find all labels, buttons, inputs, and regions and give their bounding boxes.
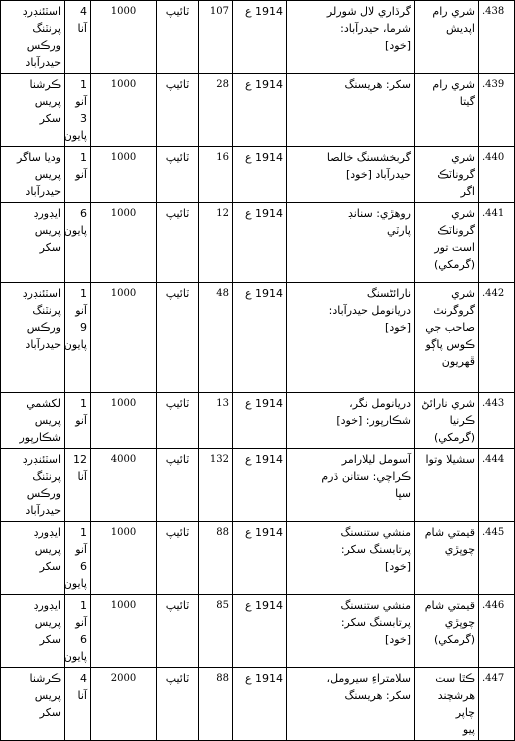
- entry-number-cell: .446: [479, 595, 515, 668]
- press-cell: [1, 283, 65, 393]
- price-cell-line: 1 آنو 6: [75, 526, 87, 573]
- title-cell-line: گروگرنٿ: [433, 304, 475, 317]
- print-run-cell: 1000: [91, 1, 157, 74]
- print-run-cell: 1000: [91, 595, 157, 668]
- print-run-cell: 1000: [91, 522, 157, 595]
- year-cell: 1914 ع: [233, 522, 287, 595]
- title-cell-line: ڦهريون: [441, 355, 475, 368]
- press-cell: [1, 1, 65, 74]
- author-publisher-cell-line: [خود]: [385, 633, 411, 646]
- price-cell: [65, 522, 91, 595]
- title-cell: [415, 74, 479, 147]
- author-publisher-cell-line: [خود]: [385, 321, 411, 334]
- table-row: [1, 449, 515, 522]
- price-cell-line: 4 آنا: [77, 672, 87, 702]
- title-cell-line: گروناٽڪ: [437, 224, 475, 237]
- pages-cell: 132: [199, 449, 233, 522]
- year-cell: 1914 ع: [233, 449, 287, 522]
- press-cell-line: سکر: [39, 112, 61, 125]
- press-cell-line: اسٽئنڊرڊ: [22, 5, 61, 18]
- press-cell-line: وديا ساگر پريس: [17, 151, 61, 181]
- title-cell: [415, 668, 479, 741]
- author-publisher-cell: [287, 203, 415, 283]
- title-cell-line: شري: [451, 207, 475, 220]
- price-cell: [65, 74, 91, 147]
- price-cell-line: 12 آنا: [73, 453, 87, 483]
- year-cell: 1914 ع: [233, 203, 287, 283]
- author-publisher-cell-line: نارائڻسنگ: [366, 287, 411, 300]
- author-publisher-cell: [287, 522, 415, 595]
- pages-cell: 88: [199, 522, 233, 595]
- title-cell-line: است تور: [434, 241, 475, 254]
- price-cell: [65, 1, 91, 74]
- press-cell-line: سکر: [39, 560, 61, 573]
- press-cell-line: سکر: [39, 241, 61, 254]
- title-cell: [415, 522, 479, 595]
- title-cell-line: شري: [451, 151, 475, 164]
- author-publisher-cell: [287, 595, 415, 668]
- title-cell-line: (گرمکي): [433, 258, 475, 271]
- table-row: [1, 203, 515, 283]
- price-cell: [65, 393, 91, 449]
- press-cell: [1, 449, 65, 522]
- price-cell-line: 1 آنو 6: [75, 599, 87, 646]
- price-cell-line: 4 آنا: [77, 5, 87, 35]
- year-cell: 1914 ع: [233, 668, 287, 741]
- entry-number-cell: .443: [479, 393, 515, 449]
- title-cell-line: شري رام: [432, 78, 475, 91]
- price-cell-line: 1 آنو 9: [75, 287, 87, 334]
- pages-cell: 13: [199, 393, 233, 449]
- table-row: [1, 74, 515, 147]
- title-cell-line: اگر: [460, 185, 475, 198]
- entry-number-cell: .442: [479, 283, 515, 393]
- press-cell: [1, 74, 65, 147]
- price-cell-line: پايون: [63, 577, 87, 590]
- press-cell-line: حيدرآباد: [25, 56, 61, 69]
- press-cell: [1, 147, 65, 203]
- table-body: [1, 1, 515, 741]
- title-cell-line: (گرمکي): [433, 431, 475, 444]
- press-cell: [1, 522, 65, 595]
- type-cell: ٽائيپ: [157, 595, 199, 668]
- entry-number-cell: .439: [479, 74, 515, 147]
- author-publisher-cell-line: [خود]: [385, 560, 411, 573]
- title-cell-line: قيمتي شام: [424, 599, 475, 612]
- price-cell-line: 1 آنو 3: [75, 78, 87, 125]
- author-publisher-cell-line: منشي ستنسنگ: [340, 599, 411, 612]
- press-cell: [1, 393, 65, 449]
- press-cell-line: ايڊورڊ پريس: [33, 526, 61, 556]
- title-cell-line: گروناٽڪ: [437, 168, 475, 181]
- author-publisher-cell-line: گربخشسنگ خالصا: [326, 151, 411, 164]
- author-publisher-cell-line: سڀا: [395, 487, 411, 500]
- pages-cell: 16: [199, 147, 233, 203]
- type-cell: ٽائيپ: [157, 283, 199, 393]
- title-cell: [415, 449, 479, 522]
- title-cell-line: هرشچند چاپر: [437, 689, 475, 719]
- author-publisher-cell-line: سکر: هريسنگ: [344, 78, 411, 91]
- title-cell-line: چوپڙي: [444, 616, 475, 629]
- title-cell-line: سشيلا وتوا: [425, 453, 475, 466]
- pages-cell: 85: [199, 595, 233, 668]
- author-publisher-cell: [287, 449, 415, 522]
- author-publisher-cell: [287, 393, 415, 449]
- type-cell: ٽائيپ: [157, 1, 199, 74]
- title-cell: [415, 203, 479, 283]
- press-cell-line: ايڊورڊ پريس: [33, 599, 61, 629]
- author-publisher-cell-line: پرتابسنگ سکر:: [340, 616, 411, 629]
- table-row: [1, 522, 515, 595]
- year-cell: 1914 ع: [233, 595, 287, 668]
- type-cell: ٽائيپ: [157, 393, 199, 449]
- entry-number-cell: .445: [479, 522, 515, 595]
- price-cell-line: 1 آنو: [75, 151, 87, 181]
- author-publisher-cell-line: [خود]: [385, 39, 411, 52]
- table-row: [1, 1, 515, 74]
- author-publisher-cell-line: دريانومل نگر،: [349, 397, 411, 410]
- entry-number-cell: .438: [479, 1, 515, 74]
- press-cell-line: ڪرشنا پريس: [29, 78, 61, 108]
- type-cell: ٽائيپ: [157, 668, 199, 741]
- title-cell-line: (گرمکي): [433, 633, 475, 646]
- print-run-cell: 1000: [91, 203, 157, 283]
- title-cell-line: قيمتي شام: [424, 526, 475, 539]
- press-cell-line: ايڊورڊ پريس: [33, 207, 61, 237]
- year-cell: 1914 ع: [233, 393, 287, 449]
- author-publisher-cell-line: پارٽي: [387, 224, 411, 237]
- year-cell: 1914 ع: [233, 74, 287, 147]
- print-run-cell: 1000: [91, 74, 157, 147]
- press-cell-line: لکشمي پريس: [26, 397, 61, 427]
- press-cell-line: ڪرشنا پريس: [29, 672, 61, 702]
- table-row: [1, 147, 515, 203]
- type-cell: ٽائيپ: [157, 147, 199, 203]
- author-publisher-cell-line: گرڌاري لال شورلر: [326, 5, 411, 18]
- press-cell-line: پرنٽنگ ورڪس: [26, 304, 61, 334]
- author-publisher-cell-line: سلامتراءِ سيرومل،: [326, 672, 411, 685]
- price-cell-line: پايون: [63, 650, 87, 663]
- press-cell-line: حيدرآباد: [25, 185, 61, 198]
- press-cell-line: پرنٽنگ ورڪس: [26, 470, 61, 500]
- press-cell-line: اسٽئنڊرڊ: [22, 453, 61, 466]
- title-cell-line: ڪوس پاڳو: [425, 338, 475, 351]
- price-cell-line: پايون: [63, 338, 87, 351]
- price-cell: [65, 668, 91, 741]
- author-publisher-cell: [287, 283, 415, 393]
- press-cell-line: اسٽئنڊرڊ: [22, 287, 61, 300]
- press-cell: [1, 668, 65, 741]
- title-cell-line: اپديش: [446, 22, 475, 35]
- author-publisher-cell-line: شڪارپور: [خود]: [336, 414, 411, 427]
- press-cell-line: سکر: [39, 633, 61, 646]
- type-cell: ٽائيپ: [157, 522, 199, 595]
- print-run-cell: 1000: [91, 393, 157, 449]
- title-cell: [415, 393, 479, 449]
- title-cell: [415, 147, 479, 203]
- press-cell-line: پرنٽنگ ورڪس: [26, 22, 61, 52]
- title-cell-line: صاحب جي: [425, 321, 475, 334]
- price-cell: [65, 283, 91, 393]
- author-publisher-cell-line: شرما، حيدرآباد:: [340, 22, 411, 35]
- author-publisher-cell-line: ڪراچي: ستانن ڌرم: [321, 470, 411, 483]
- author-publisher-cell: [287, 1, 415, 74]
- price-cell: [65, 147, 91, 203]
- press-cell-line: شڪارپور: [19, 431, 61, 444]
- entry-number-cell: .441: [479, 203, 515, 283]
- entry-number-cell: .440: [479, 147, 515, 203]
- price-cell-line: پايون: [63, 129, 87, 142]
- title-cell: [415, 283, 479, 393]
- entry-number-cell: .447: [479, 668, 515, 741]
- title-cell-line: پيو: [462, 723, 475, 736]
- pages-cell: 48: [199, 283, 233, 393]
- title-cell-line: شري نارائڻ: [421, 397, 475, 410]
- press-cell-line: حيدرآباد: [25, 504, 61, 517]
- table-row: [1, 393, 515, 449]
- year-cell: 1914 ع: [233, 1, 287, 74]
- type-cell: ٽائيپ: [157, 203, 199, 283]
- pages-cell: 107: [199, 1, 233, 74]
- author-publisher-cell: [287, 147, 415, 203]
- pages-cell: 88: [199, 668, 233, 741]
- table-row: [1, 668, 515, 741]
- print-run-cell: 1000: [91, 147, 157, 203]
- press-cell: [1, 203, 65, 283]
- author-publisher-cell-line: آسومل ليلارامر: [341, 453, 411, 466]
- author-publisher-cell-line: روهڙي: سنانڊ: [347, 207, 411, 220]
- price-cell-line: 1 آنو: [75, 397, 87, 427]
- price-cell: [65, 449, 91, 522]
- entry-number-cell: .444: [479, 449, 515, 522]
- table-row: [1, 595, 515, 668]
- press-cell-line: سکر: [39, 706, 61, 719]
- title-cell-line: ڪرنيا: [449, 414, 475, 427]
- print-run-cell: 4000: [91, 449, 157, 522]
- print-run-cell: 1000: [91, 283, 157, 393]
- pages-cell: 12: [199, 203, 233, 283]
- print-run-cell: 2000: [91, 668, 157, 741]
- title-cell-line: گيتا: [459, 95, 475, 108]
- type-cell: ٽائيپ: [157, 74, 199, 147]
- title-cell: [415, 595, 479, 668]
- price-cell-line: 6 پايون: [63, 207, 87, 237]
- author-publisher-cell-line: سکر: هريسنگ: [344, 689, 411, 702]
- table-row: [1, 283, 515, 393]
- press-cell: [1, 595, 65, 668]
- price-cell: [65, 203, 91, 283]
- press-cell-line: حيدرآباد: [25, 338, 61, 351]
- title-cell-line: شري: [451, 287, 475, 300]
- price-cell: [65, 595, 91, 668]
- author-publisher-cell-line: پرتابسنگ سکر:: [340, 543, 411, 556]
- author-publisher-cell: [287, 74, 415, 147]
- author-publisher-cell-line: حيدرآباد [خود]: [345, 168, 411, 181]
- title-cell-line: چوپڙي: [444, 543, 475, 556]
- title-cell: [415, 1, 479, 74]
- author-publisher-cell-line: دريانومل حيدرآباد:: [328, 304, 411, 317]
- pages-cell: 28: [199, 74, 233, 147]
- year-cell: 1914 ع: [233, 147, 287, 203]
- title-cell-line: ڪٿا ست: [435, 672, 475, 685]
- author-publisher-cell-line: منشي ستنسنگ: [340, 526, 411, 539]
- title-cell-line: شري رام: [432, 5, 475, 18]
- year-cell: 1914 ع: [233, 283, 287, 393]
- type-cell: ٽائيپ: [157, 449, 199, 522]
- author-publisher-cell: [287, 668, 415, 741]
